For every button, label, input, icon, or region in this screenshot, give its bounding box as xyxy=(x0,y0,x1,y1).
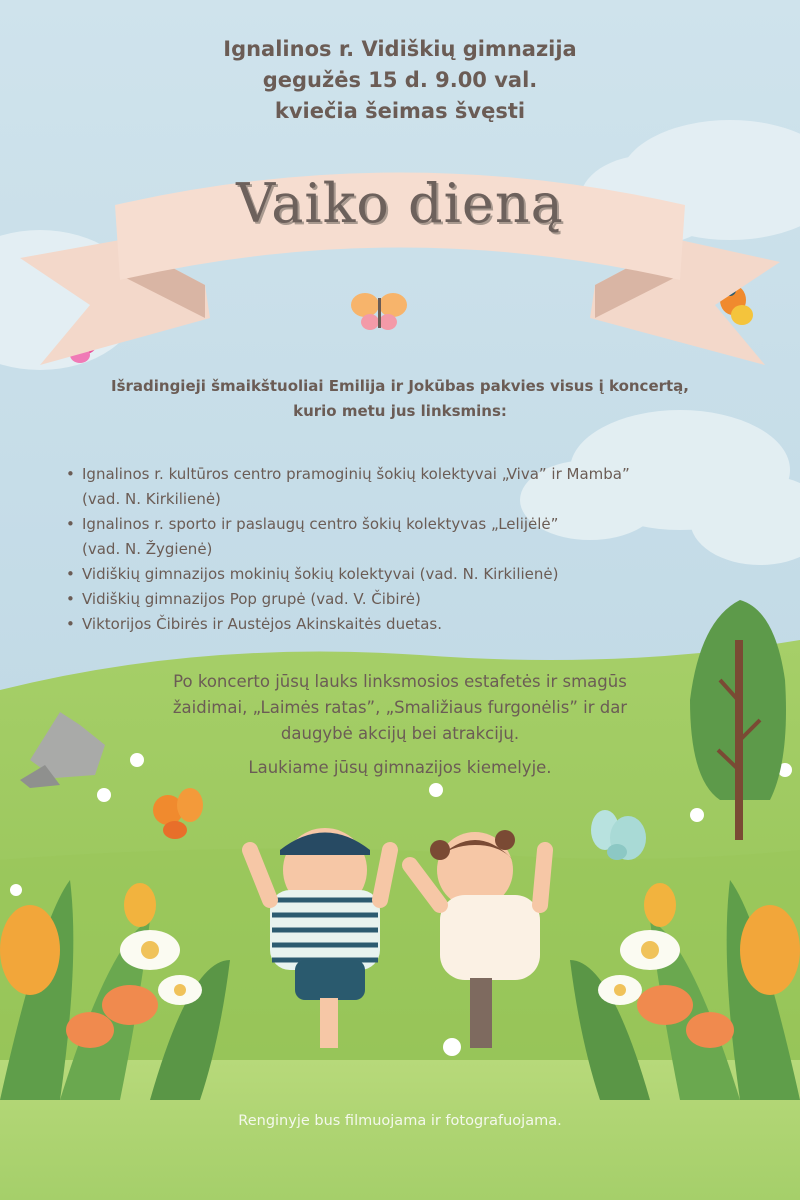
activities-text xyxy=(110,669,690,747)
list-item xyxy=(64,612,776,637)
list-item xyxy=(64,512,776,562)
list-item xyxy=(64,462,776,512)
activities-line: žaidimai, „Laimės ratas”, „Smaližiaus furgonėlis” ir dar xyxy=(172,698,628,717)
performer-text: • Vidiškių gimnazijos mokinių šokių kolektyvai (vad. N. Kirkilienė) xyxy=(82,565,559,583)
invitation-line: kviečia šeimas švęsti xyxy=(274,99,526,123)
performer-text: • Vidiškių gimnazijos Pop grupė (vad. V. Čibirė) xyxy=(82,590,421,608)
filming-notice: Renginyje bus filmuojama ir fotografuojama. xyxy=(238,1113,562,1129)
intro-line: kurio metu jus linksmins: xyxy=(293,402,507,420)
list-item xyxy=(64,562,776,587)
performer-text: • Ignalinos r. sporto ir paslaugų centro šokių kolektyvas „Lelijėlė” xyxy=(82,515,559,533)
event-date: gegužės 15 d. 9.00 val. xyxy=(262,68,538,92)
school-name: Ignalinos r. Vidiškių gimnazija xyxy=(223,37,577,61)
event-title: Vaiko dieną xyxy=(236,172,564,235)
intro-line: Išradingieji šmaikštuoliai Emilija ir Jokūbas pakvies visus į koncertą, xyxy=(110,377,690,395)
performer-leader: (vad. N. Žygienė) xyxy=(82,540,213,558)
event-header xyxy=(0,34,800,127)
location-text: Laukiame jūsų gimnazijos kiemelyje. xyxy=(248,758,552,777)
performer-text: • Viktorijos Čibirės ir Austėjos Akinskaitės duetas. xyxy=(82,615,442,633)
list-item xyxy=(64,587,776,612)
performer-leader: (vad. N. Kirkilienė) xyxy=(82,490,221,508)
intro-text xyxy=(60,374,740,424)
activities-line: Po koncerto jūsų lauks linksmosios estafetės ir smagūs xyxy=(173,672,627,691)
performer-text: • Ignalinos r. kultūros centro pramoginių šokių kolektyvai „Viva” ir Mamba” xyxy=(82,465,630,483)
activities-line: daugybė akcijų bei atrakcijų. xyxy=(280,724,520,743)
performers-list xyxy=(64,462,776,637)
